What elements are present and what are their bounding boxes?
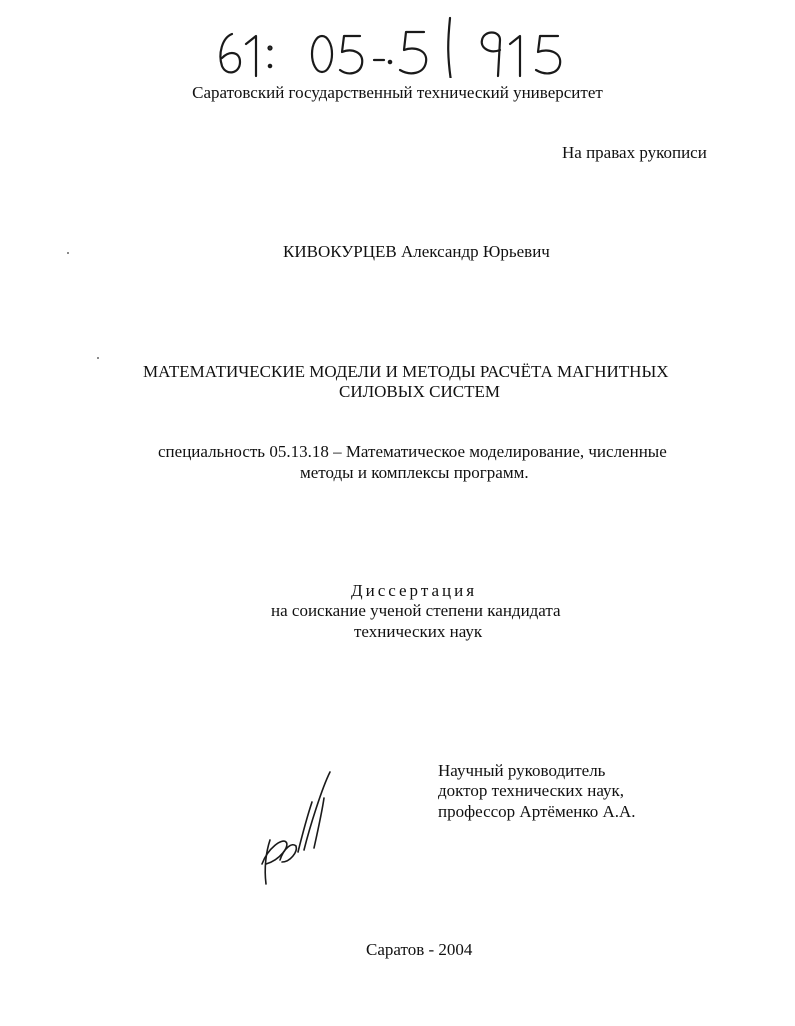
author-name: КИВОКУРЦЕВ Александр Юрьевич bbox=[283, 242, 550, 261]
title-line-2: СИЛОВЫХ СИСТЕМ bbox=[339, 382, 500, 401]
university-name: Саратовский государственный технический университет bbox=[192, 83, 603, 102]
degree-line-1: на соискание ученой степени кандидата bbox=[271, 601, 561, 620]
scan-speck bbox=[67, 252, 69, 254]
supervisor-line-1: Научный руководитель bbox=[438, 761, 606, 780]
scan-speck bbox=[97, 357, 99, 359]
supervisor-line-3: профессор Артёменко А.А. bbox=[438, 802, 636, 821]
place-year: Саратов - 2004 bbox=[366, 940, 473, 959]
handwritten-archive-code bbox=[210, 14, 570, 78]
specialty-line-1: специальность 05.13.18 – Математическое моделирование, численные bbox=[158, 442, 667, 461]
handwritten-signature bbox=[252, 768, 342, 888]
degree-line-2: технических наук bbox=[354, 622, 483, 641]
title-line-1: МАТЕМАТИЧЕСКИЕ МОДЕЛИ И МЕТОДЫ РАСЧЁТА МАГНИТНЫХ bbox=[143, 362, 669, 381]
specialty-line-2: методы и комплексы программ. bbox=[300, 463, 529, 482]
dissertation-label: Диссертация bbox=[351, 581, 478, 600]
manuscript-rights-label: На правах рукописи bbox=[562, 143, 707, 162]
supervisor-line-2: доктор технических наук, bbox=[438, 781, 625, 800]
